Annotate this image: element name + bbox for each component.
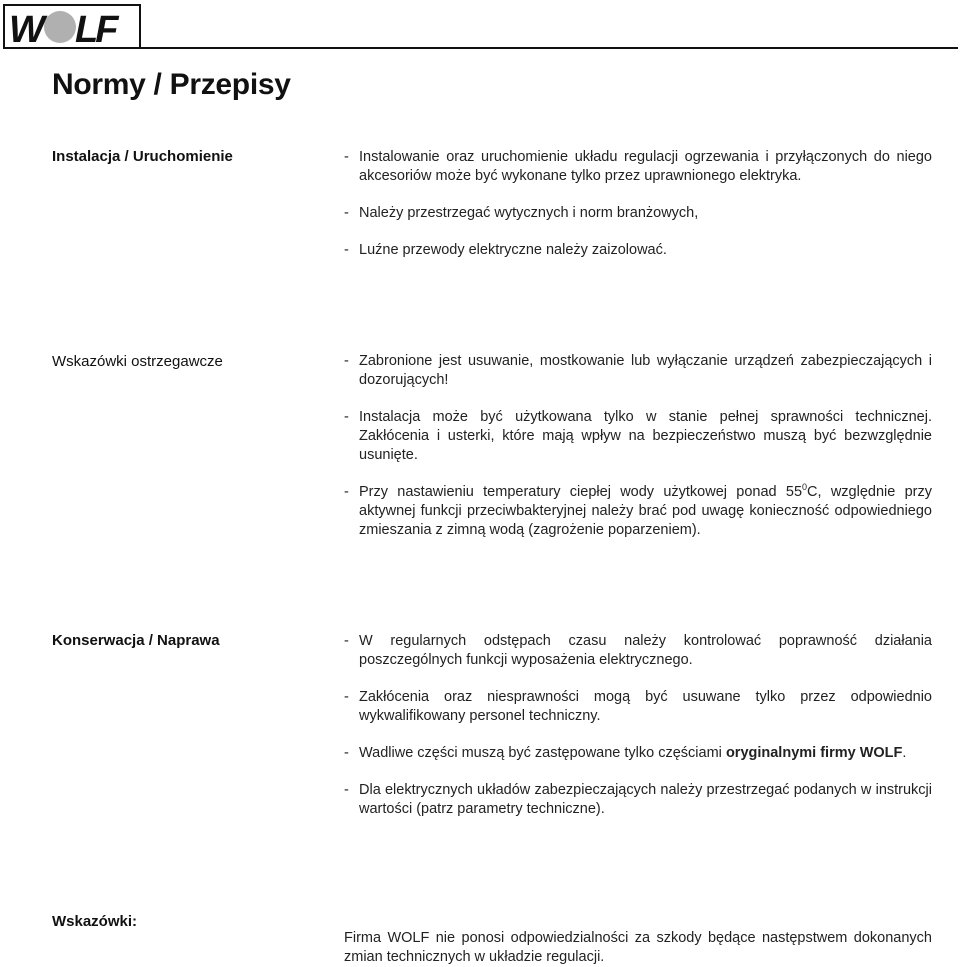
notes-text-block — [344, 929, 932, 967]
page-title: Normy / Przepisy — [52, 68, 291, 101]
warnings-list — [344, 352, 932, 540]
maintenance-list — [344, 632, 932, 819]
list-item: - Luźne przewody elektryczne należy zaizolować. — [344, 242, 667, 258]
list-item: - Należy przestrzegać wytycznych i norm branżowych, — [344, 205, 699, 221]
list-item: - W regularnych odstępach czasu należy kontrolować poprawność działania poszczególnych funkcji wyposażenia elektrycznego. — [344, 633, 932, 668]
list-item: - Dla elektrycznych układów zabezpieczających należy przestrzegać podanych w instrukcji wartości (patrz parametry techniczne). — [344, 782, 932, 817]
list-item: - Instalacja może być użytkowana tylko w stanie pełnej sprawności technicznej. Zakłócenia i usterki, które mają wpływ na bezpieczeństwo muszą być bezwzględnie usunięte. — [344, 409, 932, 463]
list-item: - Wadliwe części muszą być zastępowane tylko częściami oryginalnymi firmy WOLF. — [344, 745, 907, 761]
installation-list — [344, 148, 932, 260]
list-item: - Zakłócenia oraz niesprawności mogą być usuwane tylko przez odpowiednio wykwalifikowany personel techniczny. — [344, 689, 932, 724]
list-item: - Instalowanie oraz uruchomienie układu regulacji ogrzewania i przyłączonych do niego akcesoriów może być wykonane tylko przez uprawnionego elektryka. — [344, 149, 932, 184]
notes-text: Firma WOLF nie ponosi odpowiedzialności za szkody będące następstwem dokonanych zmian technicznych w układzie regulacji. — [344, 930, 932, 965]
section-label-notes: Wskazówki: — [52, 913, 138, 930]
section-label-maintenance: Konserwacja / Naprawa — [52, 632, 220, 649]
svg-text:LF: LF — [75, 9, 116, 47]
section-label-installation: Instalacja / Uruchomienie — [52, 148, 233, 165]
list-item: - Zabronione jest usuwanie, mostkowanie lub wyłączanie urządzeń zabezpieczających i dozorujących! — [344, 353, 932, 388]
header-rule — [141, 47, 958, 49]
wolf-logo-graphic — [5, 6, 139, 47]
wolf-logo — [3, 4, 141, 49]
svg-text:W: W — [9, 9, 42, 47]
list-item: - Przy nastawieniu temperatury ciepłej wody użytkowej ponad $55^0C$, względnie przy aktywnej funkcji przeciwbakteryjnej należy brać pod uwagę konieczność odpowiedniego zmieszania z zimną wodą (zagrożenie poparzeniem). — [344, 482, 932, 538]
section-label-warnings: Wskazówki ostrzegawcze — [52, 353, 223, 370]
